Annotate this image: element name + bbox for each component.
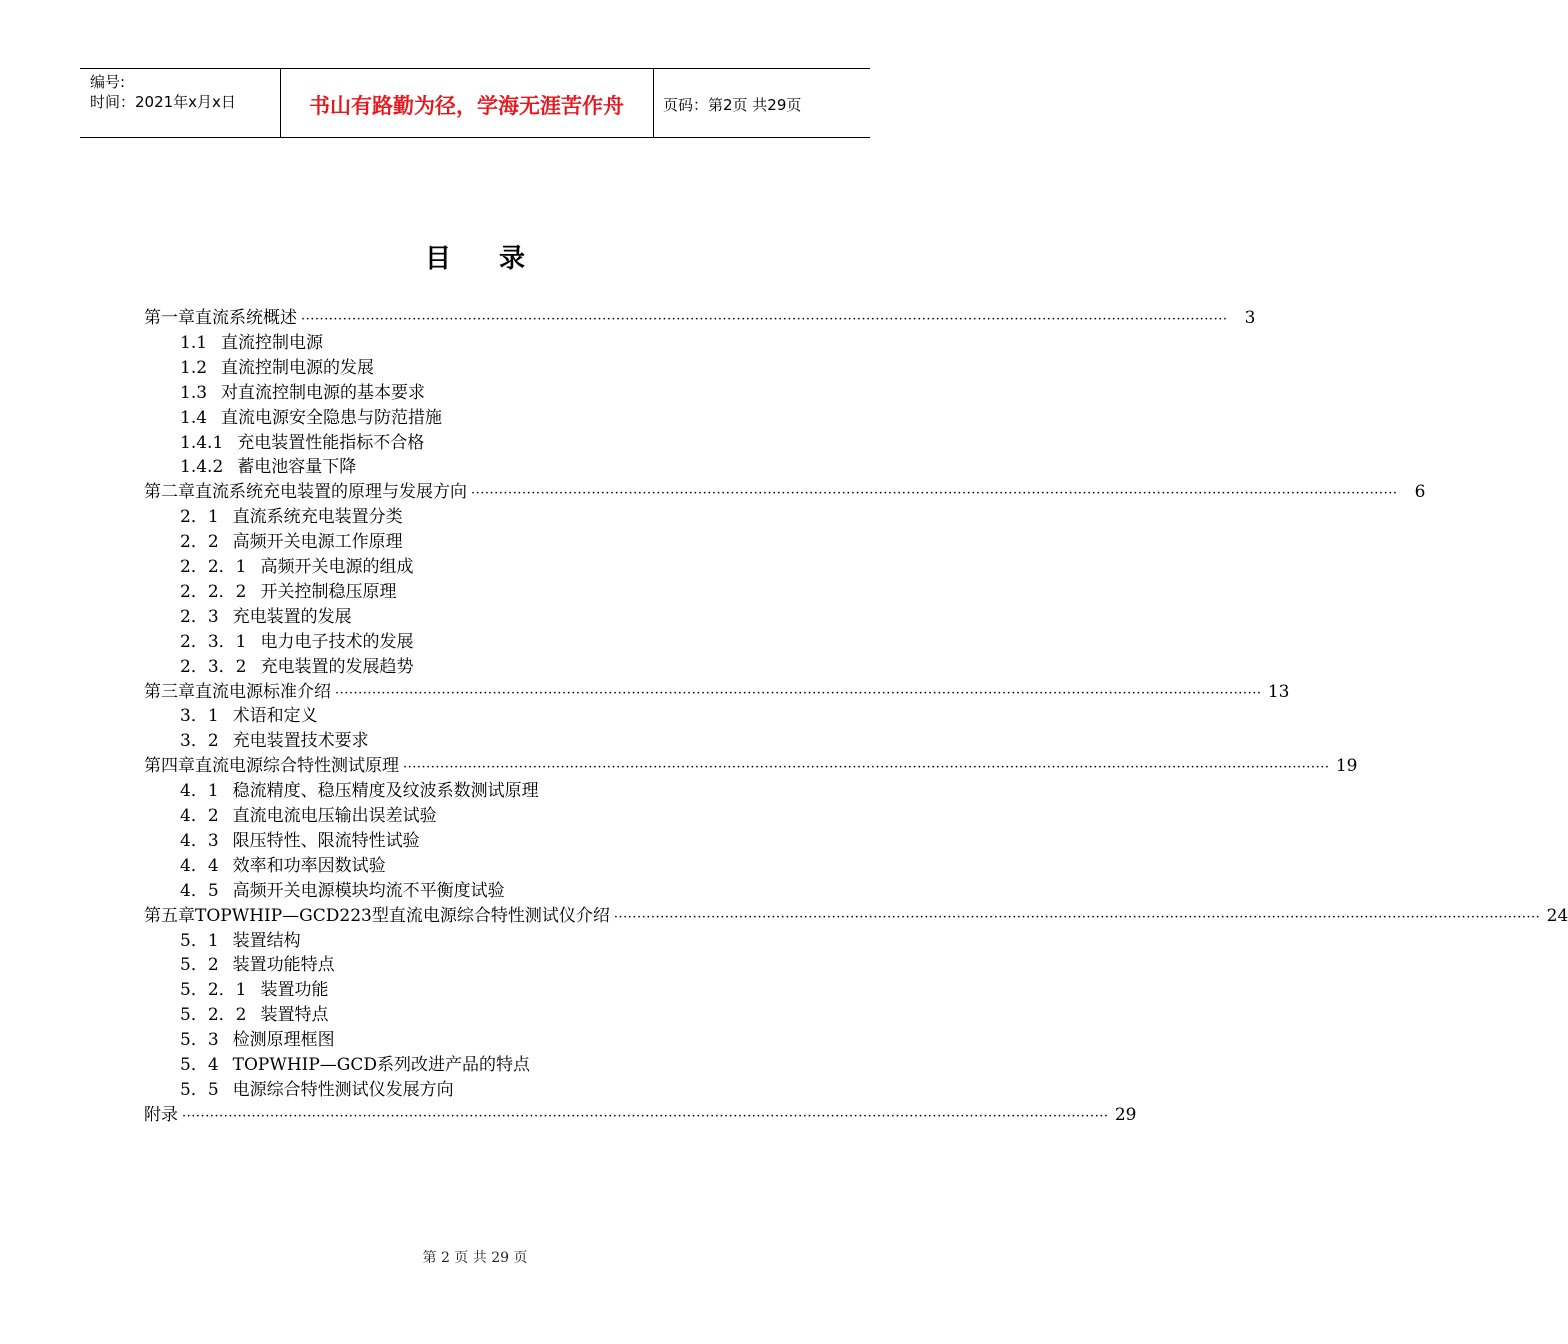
toc-entry-number: 1.4 (180, 407, 208, 428)
toc-section-entry (180, 829, 740, 854)
toc-entry-number: 5．2．2 (180, 1005, 247, 1026)
toc-entry-title: 开关控制稳压原理 (260, 581, 397, 602)
toc-entry-title: 充电装置性能指标不合格 (237, 432, 425, 453)
toc-entry-number: 第四章 (144, 756, 195, 777)
toc-section-entry (180, 455, 740, 480)
toc-dot-leader: ········································································································································································································ (335, 685, 1262, 701)
toc-section-entry (180, 854, 740, 879)
toc-section-entry (180, 1078, 740, 1103)
toc-section-entry (180, 1053, 740, 1078)
toc-entry-number: 4．2 (180, 806, 219, 826)
toc-section-entry (180, 630, 740, 655)
header-page-cell (653, 69, 870, 137)
toc-entry-title: 直流控制电源的发展 (221, 357, 375, 378)
toc-page-number: 13 (1267, 681, 1290, 702)
toc-page-number: 6 (1414, 482, 1426, 503)
toc-entry-title: 装置功能 (260, 980, 329, 1001)
toc-entry-title: 直流电源标准介绍 (195, 681, 331, 702)
toc-entry-title: 充电装置技术要求 (232, 731, 369, 752)
toc-entry-number: 5．3 (180, 1030, 219, 1051)
toc-entry-number: 第五章 (144, 905, 195, 926)
toc-entry-number: 2．2．2 (180, 581, 247, 602)
toc-title: 目录 (424, 244, 573, 274)
toc-chapter-entry (144, 754, 1358, 779)
toc-entry-number: 第二章 (144, 482, 195, 503)
toc-dot-leader: ········································································································································································································ (403, 760, 1330, 776)
header-motto: 书山有路勤为径，学海无涯苦作舟 (309, 94, 624, 118)
toc-page-number: 29 (1114, 1104, 1137, 1125)
toc-entry-number: 3．1 (180, 706, 219, 727)
toc-entry-title: 稳流精度、稳压精度及纹波系数测试原理 (232, 781, 539, 802)
toc-section-entry (180, 605, 740, 630)
toc-section-entry (180, 356, 740, 381)
toc-chapter-entry (144, 680, 1290, 705)
toc-entry-title: 高频开关电源的组成 (260, 557, 414, 577)
toc-entry-title: 直流系统充电装置的原理与发展方向 (195, 482, 467, 503)
toc-entry-title: 充电装置的发展趋势 (260, 656, 414, 677)
toc-entry-number: 附录 (144, 1104, 178, 1125)
toc-section-entry (180, 978, 740, 1003)
toc-entry-number: 1.4.2 (180, 457, 224, 478)
toc-page-number: 24 (1546, 905, 1568, 926)
toc-entry-number: 2．2．1 (180, 557, 247, 577)
toc-entry-number: 3．2 (180, 731, 219, 752)
toc-entry-number: 1.4.1 (180, 432, 224, 453)
toc-section-entry (180, 406, 740, 431)
toc-entry-number: 5．2 (180, 955, 219, 976)
toc-entry-title: 直流电源安全隐患与防范措施 (221, 407, 443, 428)
toc-dot-leader: ········································································································································································································ (182, 1108, 1109, 1124)
toc-entry-title: 直流控制电源 (221, 332, 324, 353)
toc-entry-number: 5．2．1 (180, 980, 247, 1001)
toc-entry-number: 2．3．2 (180, 656, 247, 677)
toc-entry-title: 直流电流电压输出误差试验 (232, 806, 437, 826)
toc-chapter-entry (144, 480, 1426, 505)
toc-entry-number: 4．4 (180, 855, 219, 876)
toc-entry-number: 1.1 (180, 332, 208, 353)
toc-section-entry (180, 555, 740, 580)
toc-section-entry (180, 331, 740, 356)
toc-dot-leader: ········································································································································································································ (613, 909, 1541, 925)
toc-entry-number: 5．5 (180, 1079, 219, 1100)
toc-section-entry (180, 1028, 740, 1053)
toc-chapter-entry (144, 904, 1568, 929)
toc-entry-title: 直流系统充电装置分类 (232, 507, 403, 528)
toc-entry-number: 2．1 (180, 507, 219, 528)
toc-entry-title: 效率和功率因数试验 (232, 855, 386, 876)
header-page-info: 页码：第2页 共29页 (663, 96, 802, 114)
toc-section-entry (180, 580, 740, 605)
toc-entry-number: 5．4 (180, 1055, 219, 1075)
document-date-label: 时间：2021年x月x日 (90, 93, 236, 111)
toc-section-entry (180, 704, 740, 729)
toc-entry-number: 1.2 (180, 357, 208, 378)
toc-entry-title: 电力电子技术的发展 (260, 631, 414, 652)
toc-entry-title: 装置结构 (232, 930, 301, 951)
toc-entry-title: 电源综合特性测试仪发展方向 (232, 1079, 454, 1100)
toc-entry-number: 2．2 (180, 532, 219, 553)
toc-section-entry (180, 1003, 740, 1028)
toc-entry-title: 对直流控制电源的基本要求 (221, 382, 426, 403)
toc-section-entry (180, 431, 740, 456)
toc-entry-title: 直流系统概述 (195, 308, 297, 328)
toc-entry-number: 5．1 (180, 930, 219, 951)
toc-dot-leader: ········································································································································································································ (471, 486, 1398, 502)
toc-appendix-entry (144, 1103, 1137, 1128)
document-number-label: 编号: (90, 73, 126, 91)
page-footer: 第 2 页 共 29 页 (422, 1250, 528, 1266)
toc-entry-title: 直流电源综合特性测试原理 (195, 756, 399, 777)
page-header (80, 68, 870, 138)
toc-dot-leader: ········································································································································································································ (301, 312, 1228, 327)
toc-entry-number: 2．3．1 (180, 631, 247, 652)
toc-entry-number: 第一章 (144, 308, 195, 328)
toc-entry-number: 4．1 (180, 781, 219, 802)
toc-section-entry (180, 530, 740, 555)
header-meta-cell (80, 69, 281, 137)
toc-entry-title: 限压特性、限流特性试验 (232, 830, 420, 851)
toc-section-entry (180, 505, 740, 530)
toc-section-entry (180, 804, 740, 829)
toc-entry-title: 高频开关电源工作原理 (232, 532, 403, 553)
toc-entry-title: TOPWHIP—GCD223型直流电源综合特性测试仪介绍 (195, 905, 610, 926)
toc-entry-number: 第三章 (144, 681, 195, 702)
toc-entry-number: 2．3 (180, 606, 219, 627)
toc-entry-title: 术语和定义 (232, 706, 318, 727)
toc-section-entry (180, 381, 740, 406)
toc-entry-title: 蓄电池容量下降 (237, 457, 357, 478)
toc-section-entry (180, 879, 740, 904)
toc-entry-number: 4．5 (180, 880, 219, 901)
toc-entry-title: 高频开关电源模块均流不平衡度试验 (232, 880, 505, 901)
toc-section-entry (180, 779, 740, 804)
header-motto-cell (280, 69, 654, 137)
toc-section-entry (180, 655, 740, 680)
toc-entry-title: 充电装置的发展 (232, 606, 352, 627)
toc-section-entry (180, 929, 740, 954)
toc-section-entry (180, 729, 740, 754)
toc-entry-title: 检测原理框图 (232, 1030, 335, 1051)
toc-entry-title: 装置特点 (260, 1005, 329, 1026)
toc-entry-title: 装置功能特点 (232, 955, 335, 976)
toc-entry-title: TOPWHIP—GCD系列改进产品的特点 (232, 1055, 531, 1075)
toc-section-entry (180, 953, 740, 978)
toc-entry-number: 1.3 (180, 382, 208, 403)
toc-entry-number: 4．3 (180, 830, 219, 851)
toc-page-number: 19 (1335, 756, 1358, 777)
toc-page-number: 3 (1244, 308, 1256, 328)
toc-chapter-entry (144, 306, 1256, 331)
